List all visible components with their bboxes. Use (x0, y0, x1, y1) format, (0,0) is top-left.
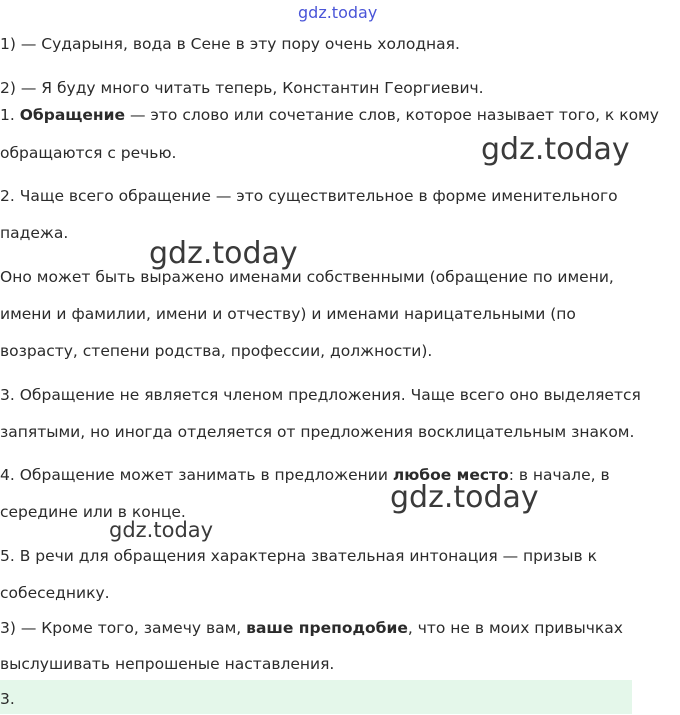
text-line-14: 5. В речи для обращения характерна звательная интонация — призыв к (0, 547, 597, 565)
term-bold-lyuboe-mesto: любое место (392, 466, 509, 484)
text-line-5: 2. Чаще всего обращение — это существительное в форме именительного (0, 187, 618, 205)
answer-highlight-bar (0, 680, 632, 714)
definition-line (0, 105, 659, 125)
text-line-17: выслушивать непрошеные наставления. (0, 655, 335, 673)
text-line-15: собеседнику. (0, 584, 110, 602)
watermark-4: gdz.today (109, 518, 214, 542)
watermark-top: gdz.today (298, 3, 378, 22)
watermark-3: gdz.today (390, 480, 539, 515)
text-line-1: 1) — Сударыня, вода в Сене в эту пору очень холодная. (0, 35, 460, 53)
text-line-11: запятыми, но иногда отделяется от предложения восклицательным знаком. (0, 423, 635, 441)
text-line-7: Оно может быть выражено именами собственными (обращение по имени, (0, 268, 614, 286)
text-line-18: 3. (0, 690, 15, 708)
text-line-10: 3. Обращение не является членом предложения. Чаще всего оно выделяется (0, 386, 641, 404)
text-line-13: середине или в конце. (0, 503, 186, 521)
term-bold-vashe-prepodobie: ваше преподобие (246, 619, 408, 637)
text-line-9: возрасту, степени родства, профессии, должности). (0, 342, 433, 360)
position-prefix: 4. Обращение может занимать в предложении (0, 466, 393, 484)
term-bold-obrashchenie: Обращение (19, 106, 126, 124)
text-line-4: обращаются с речью. (0, 144, 177, 162)
answer-3-rest: , что не в моих привычках (407, 619, 623, 637)
definition-prefix: 1. (0, 106, 20, 124)
text-line-6: падежа. (0, 224, 69, 242)
position-rest: : в начале, в (508, 466, 610, 484)
text-line-2: 2) — Я буду много читать теперь, Константин Георгиевич. (0, 79, 484, 97)
text-line-8: имени и фамилии, имени и отчеству) и именами нарицательными (по (0, 305, 576, 323)
watermark-2: gdz.today (149, 236, 298, 271)
watermark-1: gdz.today (481, 132, 630, 167)
answer-3-prefix: 3) — Кроме того, замечу вам, (0, 619, 247, 637)
definition-rest: — это слово или сочетание слов, которое называет того, к кому (125, 106, 659, 124)
answer-3-line (0, 618, 623, 638)
